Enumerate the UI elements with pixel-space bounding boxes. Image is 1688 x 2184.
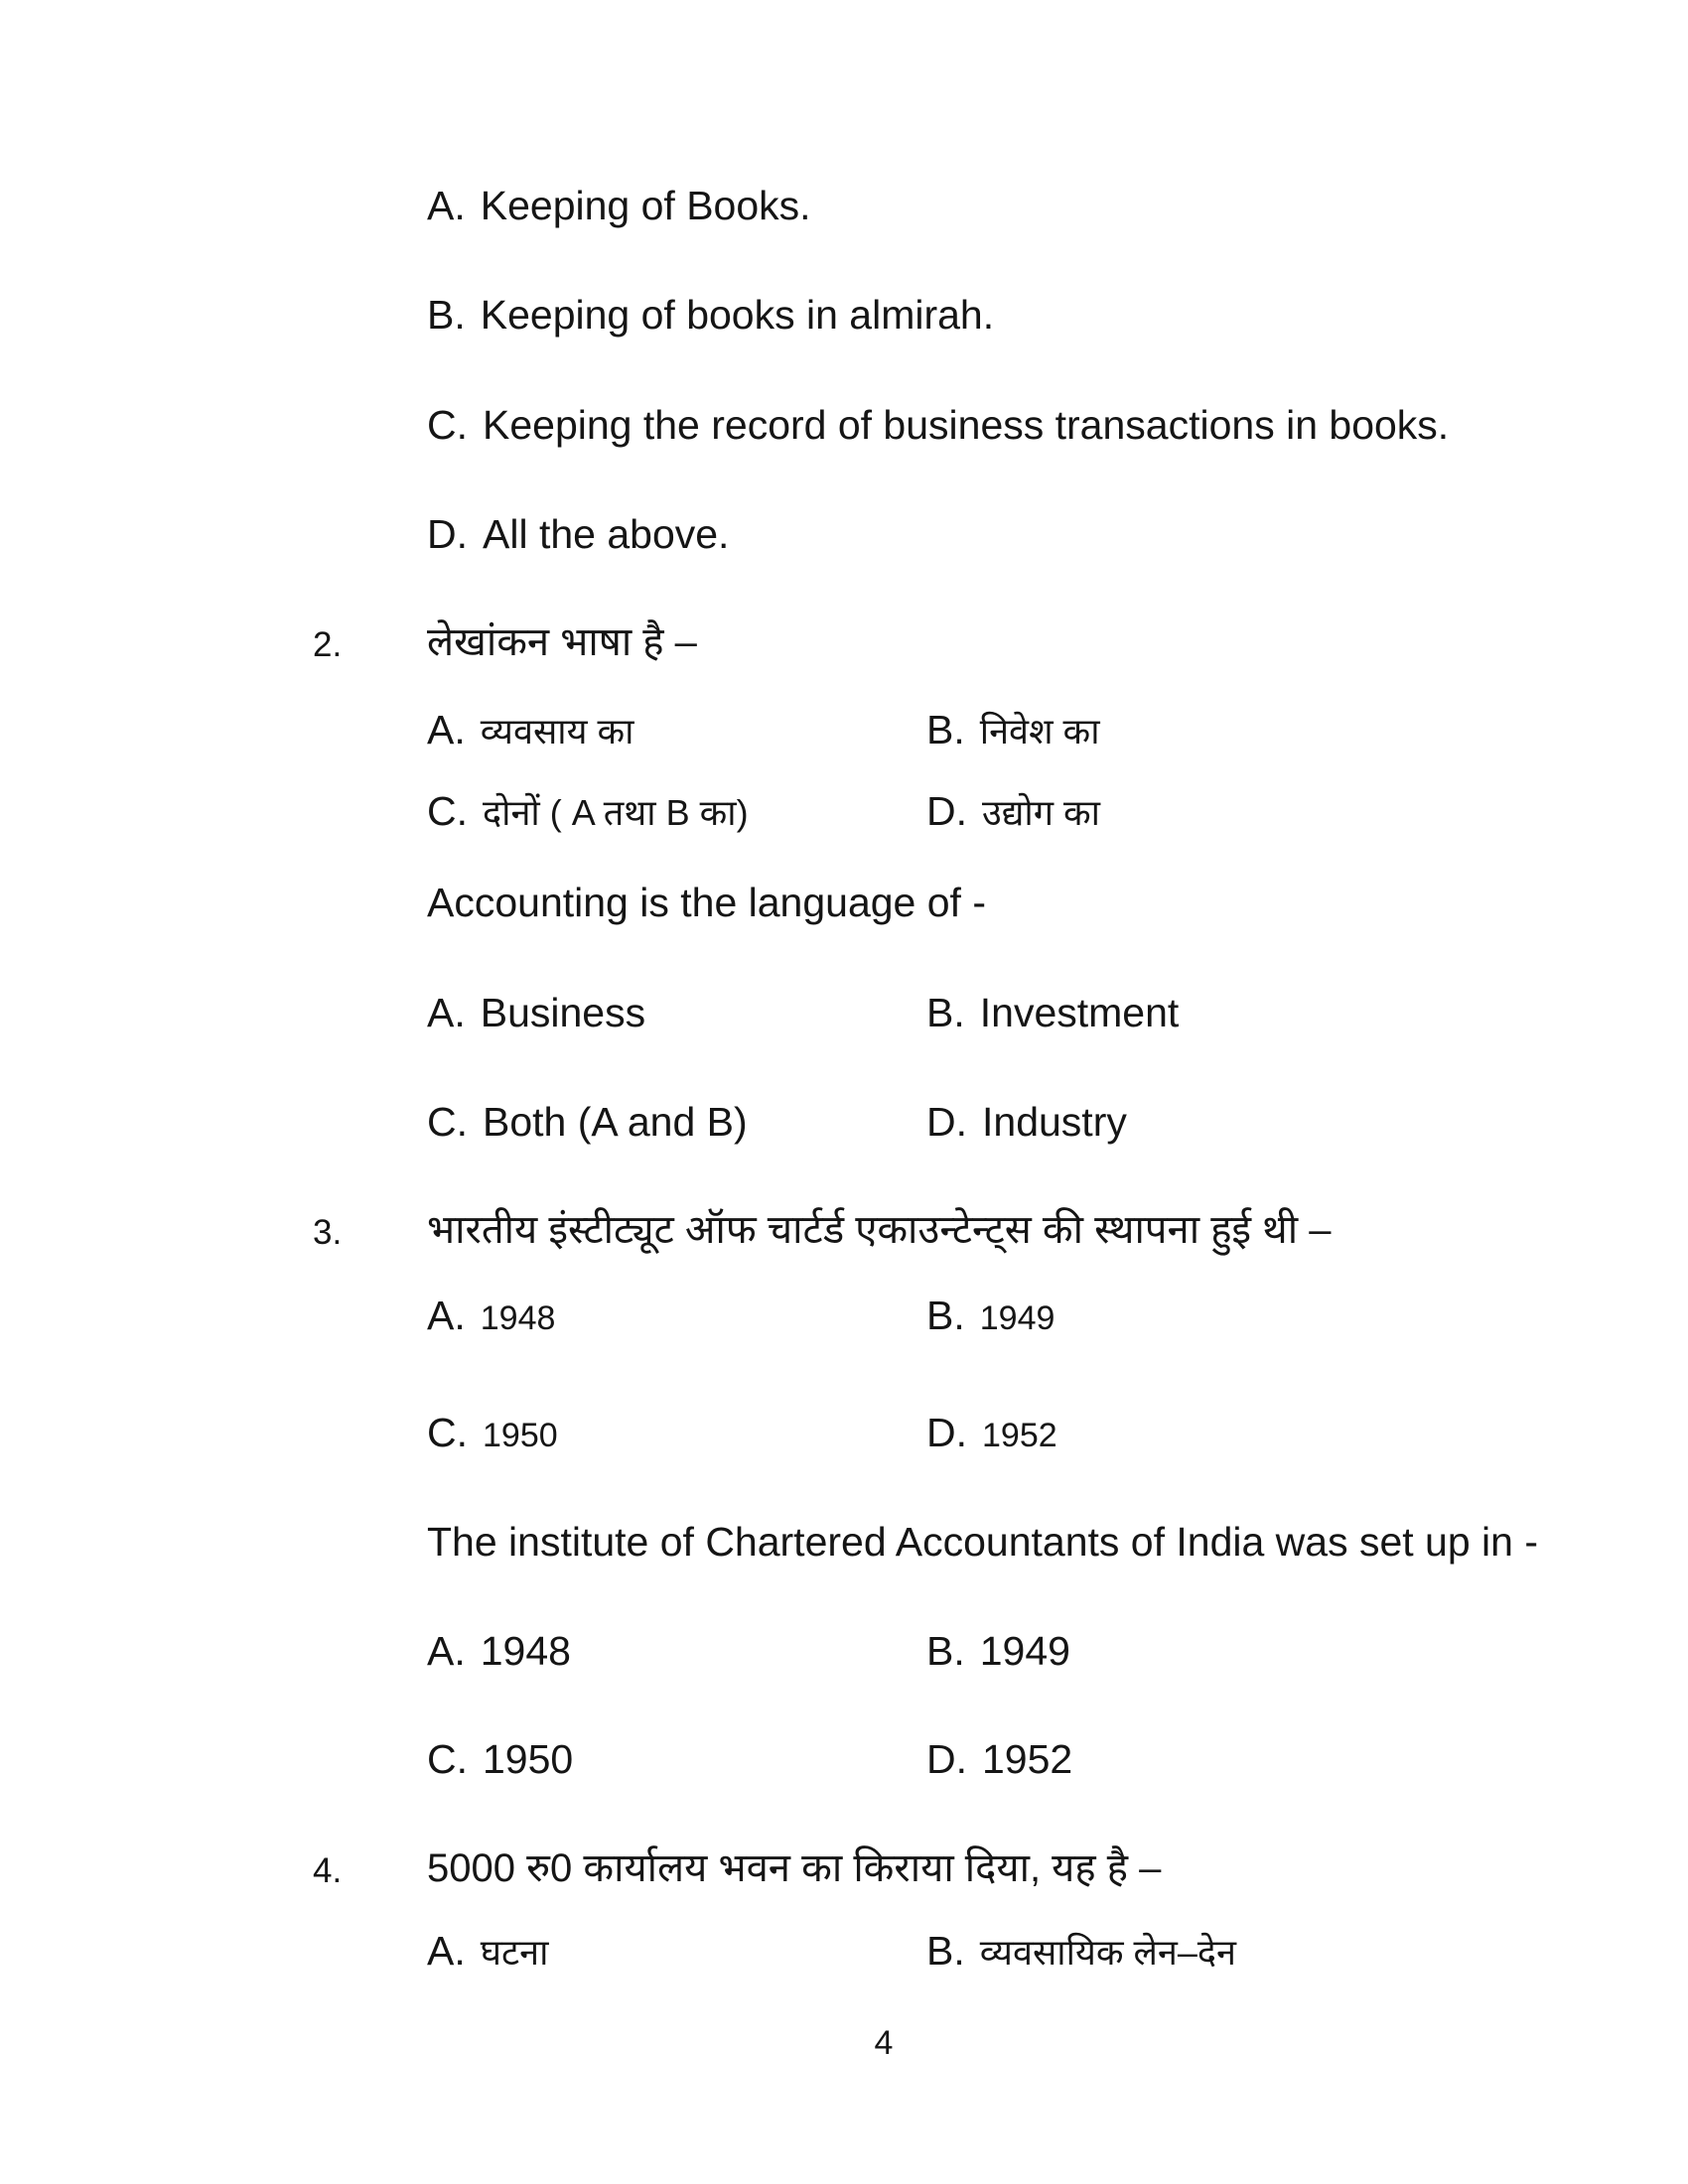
option-line-c — [427, 401, 1628, 449]
option-cell-d — [926, 1735, 1628, 1783]
option-label: D. — [926, 1099, 967, 1146]
option-cell-a — [427, 1292, 926, 1339]
option-label: B. — [926, 1292, 965, 1338]
option-row — [427, 989, 1628, 1036]
option-line-b — [427, 291, 1628, 339]
option-text: Business — [480, 989, 646, 1035]
option-line-d — [427, 510, 1628, 558]
question-3-block — [313, 1207, 1628, 1845]
option-label: A. — [427, 1927, 466, 1974]
option-text: व्यवसायिक लेन–देन — [979, 1931, 1236, 1973]
option-label: B. — [926, 989, 965, 1035]
question-number: 2. — [313, 624, 343, 664]
option-cell-a — [427, 1627, 926, 1675]
option-label: C. — [427, 1736, 468, 1783]
question-text-hindi: भारतीय इंस्टीट्यूट ऑफ चार्टर्ड एकाउन्टेन्ट्स की स्थापना हुई थी – — [427, 1207, 1332, 1252]
option-label: A. — [427, 1292, 466, 1338]
option-row — [427, 1098, 1628, 1146]
option-row — [427, 1735, 1628, 1783]
option-text: Investment — [979, 989, 1180, 1035]
option-cell-c — [427, 1409, 926, 1456]
option-cell-a — [427, 1927, 926, 1975]
option-label: D. — [427, 511, 468, 558]
option-text: दोनों ( A तथा B का) — [483, 792, 749, 834]
option-cell-a — [427, 706, 926, 753]
option-label: A. — [427, 183, 466, 228]
option-text: Keeping the record of business transactions in books. — [483, 401, 1450, 448]
option-text: Industry — [982, 1099, 1127, 1146]
option-line-a — [427, 182, 1628, 229]
option-cell-a — [427, 989, 926, 1036]
option-text: निवेश का — [979, 710, 1100, 751]
option-cell-d — [926, 1409, 1628, 1456]
option-cell-b — [926, 706, 1628, 753]
question-text-english: The institute of Chartered Accountants of India was set up in - — [427, 1518, 1539, 1565]
question-text-hindi: 5000 रु0 कार्यालय भवन का किराया दिया, यह है – — [427, 1845, 1162, 1890]
option-cell-d — [926, 787, 1628, 835]
option-text: 1952 — [982, 1736, 1073, 1783]
option-label: C. — [427, 788, 468, 835]
option-text: 1950 — [483, 1417, 558, 1455]
question-number: 3. — [313, 1212, 343, 1252]
question-1-options-block — [313, 182, 1628, 619]
option-text: 1949 — [979, 1298, 1055, 1337]
option-label: A. — [427, 1627, 466, 1674]
page-number: 4 — [874, 2024, 894, 2062]
option-cell-c — [427, 787, 926, 835]
question-4-block — [313, 1845, 1628, 1976]
option-text: Both (A and B) — [483, 1099, 748, 1146]
option-row — [427, 1409, 1628, 1456]
option-cell-b — [926, 1627, 1628, 1675]
option-cell-c — [427, 1098, 926, 1146]
option-row — [427, 1292, 1628, 1339]
option-text: 1949 — [979, 1627, 1070, 1674]
question-1-options — [427, 182, 1628, 619]
option-label: C. — [427, 401, 468, 448]
option-text: व्यवसाय का — [480, 710, 634, 751]
option-label: C. — [427, 1410, 468, 1456]
option-label: B. — [926, 1627, 965, 1674]
option-row — [427, 1927, 1628, 1975]
question-number-spacer — [313, 182, 427, 619]
option-text: 1952 — [982, 1417, 1057, 1455]
option-label: B. — [427, 292, 466, 339]
question-number: 4. — [313, 1850, 343, 1890]
question-2-content — [427, 619, 1628, 1207]
option-cell-c — [427, 1735, 926, 1783]
option-text: Keeping of Books. — [480, 183, 811, 228]
option-row — [427, 1627, 1628, 1675]
option-text: Keeping of books in almirah. — [480, 292, 995, 339]
option-label: A. — [427, 989, 466, 1035]
question-text-english: Accounting is the language of - — [427, 880, 986, 926]
question-text-hindi: लेखांकन भाषा है – — [427, 619, 697, 664]
option-text: घटना — [480, 1931, 549, 1973]
option-cell-b — [926, 989, 1628, 1036]
option-cell-b — [926, 1927, 1628, 1975]
question-2-block — [313, 619, 1628, 1207]
option-row — [427, 787, 1628, 835]
question-3-content — [427, 1207, 1628, 1845]
option-text: 1948 — [480, 1298, 556, 1337]
option-label: B. — [926, 706, 965, 752]
option-label: A. — [427, 706, 466, 752]
option-text: उद्योग का — [982, 792, 1100, 834]
question-4-content — [427, 1845, 1628, 1976]
option-cell-d — [926, 1098, 1628, 1146]
option-label: C. — [427, 1099, 468, 1146]
option-label: B. — [926, 1927, 965, 1974]
option-row — [427, 706, 1628, 753]
option-text: 1948 — [480, 1627, 571, 1674]
option-label: D. — [926, 1410, 967, 1456]
option-text: All the above. — [483, 511, 730, 558]
option-label: D. — [926, 788, 967, 835]
option-text: 1950 — [483, 1736, 574, 1783]
option-label: D. — [926, 1736, 967, 1783]
option-cell-b — [926, 1292, 1628, 1339]
